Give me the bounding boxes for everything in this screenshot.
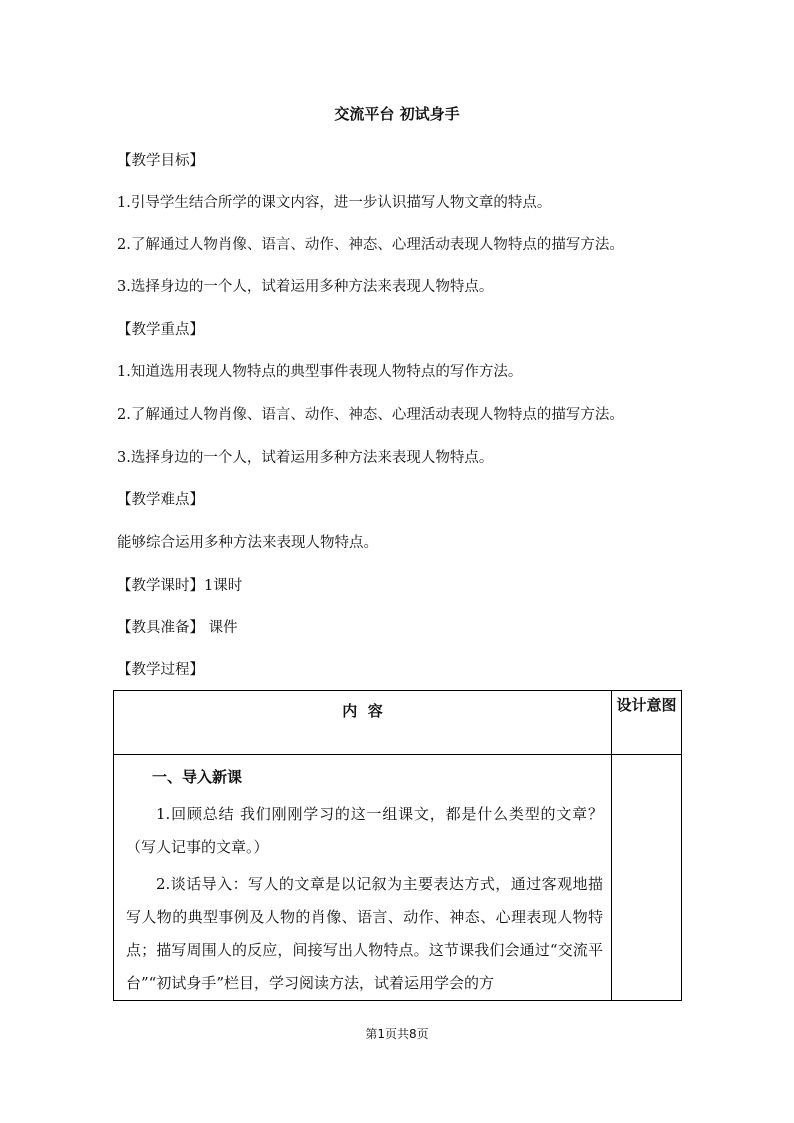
section-heading: 一、导入新课 [152,768,243,786]
goal-item: 1.引导学生结合所学的课文内容，进一步认识描写人物文章的特点。 [117,195,552,211]
key-point-item: 1.知道选用表现人物特点的典型事件表现人物特点的写作方法。 [117,364,523,380]
process-table [113,690,682,1001]
key-heading: 【教学重点】 [117,322,204,338]
difficulty-text: 能够综合运用多种方法来表现人物特点。 [117,535,378,551]
column-header-design: 设计意图 [612,691,682,755]
goal-item: 2.了解通过人物肖像、语言、动作、神态、心理活动表现人物特点的描写方法。 [117,237,624,253]
difficulty-heading: 【教学难点】 [117,492,204,508]
table-row [114,755,682,1001]
table-header-row [114,691,682,755]
content-cell [114,755,612,1001]
prep-line: 【教具准备】 课件 [117,620,238,636]
page-footer: 第1页共8页 [365,1027,429,1041]
key-point-item: 3.选择身边的一个人，试着运用多种方法来表现人物特点。 [117,450,494,466]
paragraph: 1.回顾总结 我们刚刚学习的这一组课文，都是什么类型的文章？（写人记事的文章。） [126,805,603,856]
process-heading: 【教学过程】 [117,662,204,678]
goal-item: 3.选择身边的一个人，试着运用多种方法来表现人物特点。 [117,279,494,295]
document-title: 交流平台 初试身手 [334,105,460,123]
goals-heading: 【教学目标】 [117,153,204,169]
key-point-item: 2.了解通过人物肖像、语言、动作、神态、心理活动表现人物特点的描写方法。 [117,407,624,423]
design-cell [612,755,682,1001]
paragraph: 2.谈话导入：写人的文章是以记叙为主要表达方式，通过客观地描写人物的典型事例及人物的肖像、语言、动作、神态、心理表现人物特点；描写周围人的反应，间接写出人物特点。这节课我们会通过“交流平台”“初试身手”栏目，学习阅读方法，试着运用学会的方 [126,875,603,992]
hours-line: 【教学课时】1课时 [117,578,243,594]
column-header-content: 内 容 [114,691,612,755]
